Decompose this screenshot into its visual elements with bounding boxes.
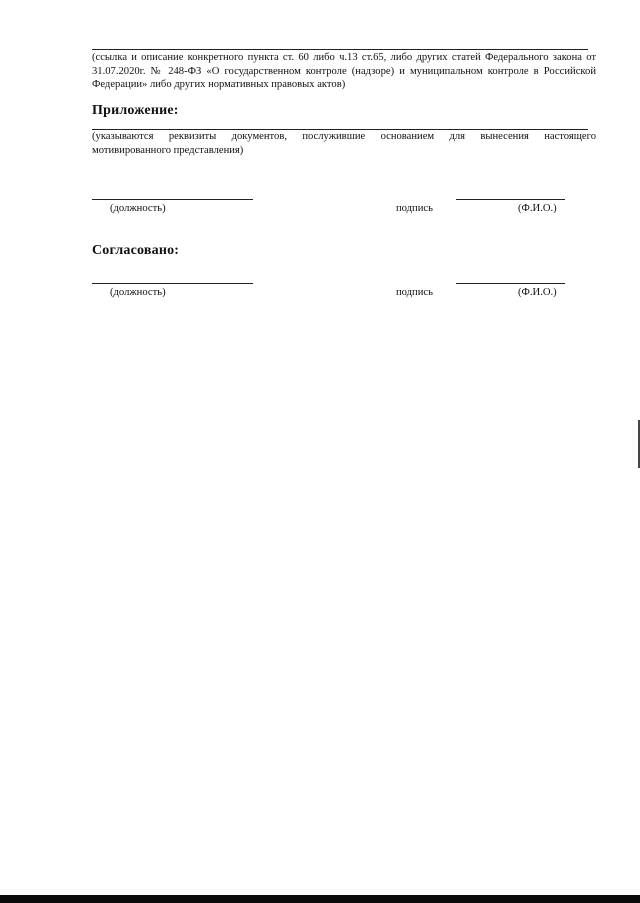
signature-caption-2: подпись [396,287,433,298]
position-caption-1: (должность) [110,203,166,214]
position-line-2 [92,283,253,284]
position-line-1 [92,199,253,200]
reference-note: (ссылка и описание конкретного пункта ст. 60 либо ч.13 ст.65, либо других статей Федерального закона от 31.07.2020г. № 248-ФЗ «О государственном контроле (надзоре) и муниципальном контроле в Российской Федерации» либо других нормативных правовых актов) [92,52,596,90]
position-caption-2: (должность) [110,287,166,298]
appendix-note-line2: мотивированного представления) [92,145,244,156]
name-caption-2: (Ф.И.О.) [518,287,557,298]
appendix-heading: Приложение: [92,103,179,118]
reference-underline [92,49,588,50]
scan-bottom-border [0,895,640,903]
appendix-note-line1: (указываются реквизиты документов, послужившие основанием для вынесения настоящего [92,131,596,142]
approval-heading: Согласовано: [92,243,180,258]
name-line-1 [456,199,565,200]
name-line-2 [456,283,565,284]
signature-caption-1: подпись [396,203,433,214]
name-caption-1: (Ф.И.О.) [518,203,557,214]
